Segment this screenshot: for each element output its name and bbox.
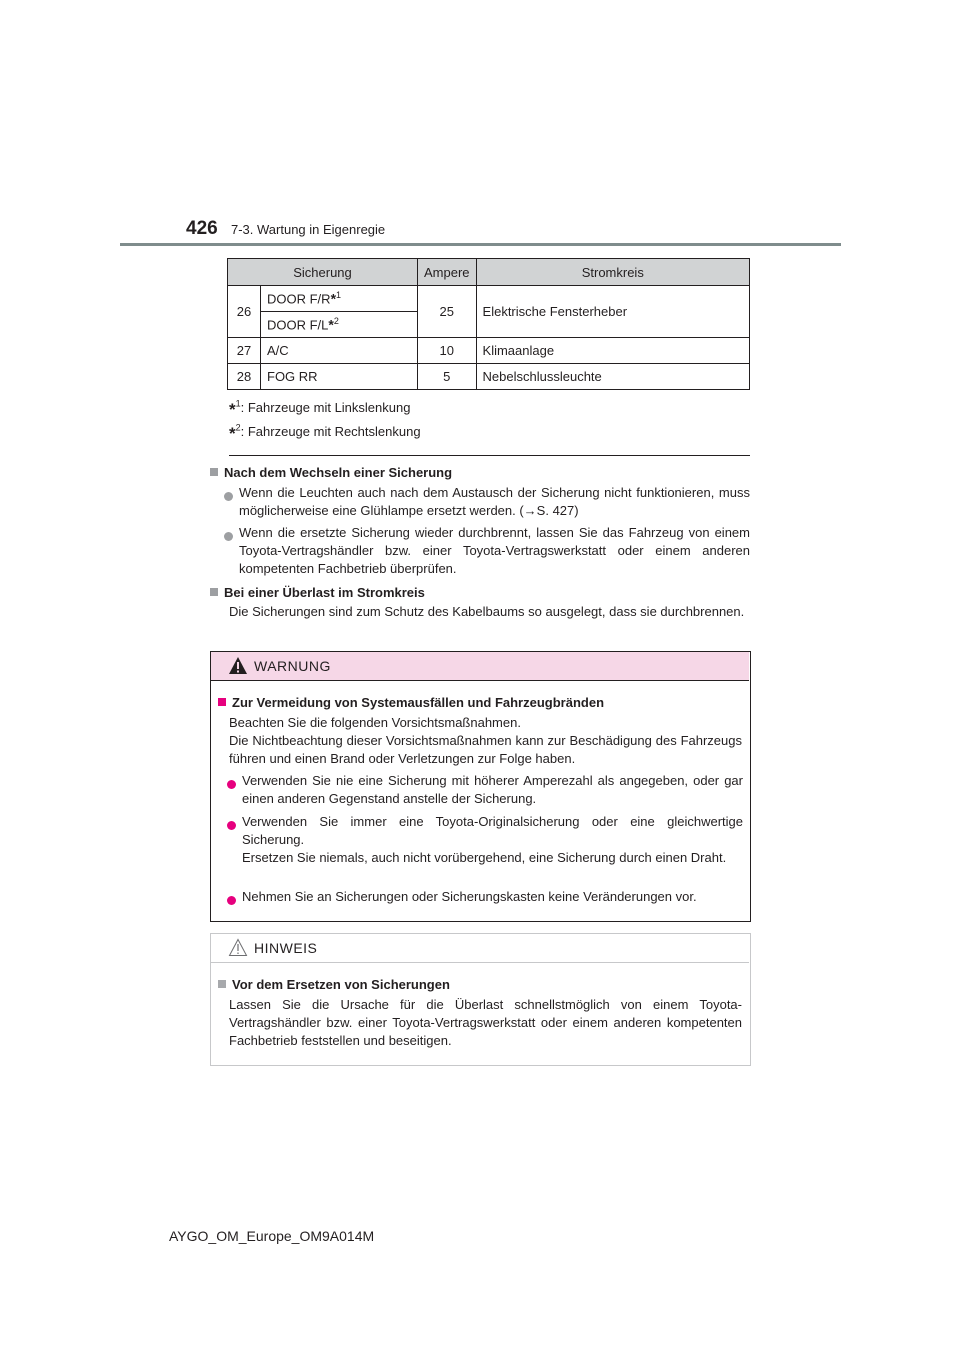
hint-header bbox=[211, 934, 749, 963]
footnote-2: *$^2$: Fahrzeuge mit Rechtslenkung bbox=[229, 422, 421, 443]
footnote-1: *$^1$: Fahrzeuge mit Linkslenkung bbox=[229, 398, 411, 419]
list-item: Wenn die ersetzte Sicherung wieder durchbrennt, lassen Sie das Fahrzeug von einem Toyota-Vertragshändler bzw. einer Toyota-Vertragswerkstatt oder einem anderen kompetenten Fachbetrieb überprüfen. bbox=[224, 524, 750, 578]
warning-intro: Beachten Sie die folgenden Vorsichtsmaßnahmen. Die Nichtbeachtung dieser Vorsichtsmaßnahmen kann zur Beschädigung des Fahrzeugs führen und einen Brand oder Verletzungen zur Folge haben. bbox=[229, 715, 742, 766]
section-heading: Bei einer Überlast im Stromkreis bbox=[210, 585, 425, 600]
list-item: Verwenden Sie immer eine Toyota-Originalsicherung oder eine gleichwertige Sicherung. Ersetzen Sie niemals, auch nicht vorübergehend, eine Sicherung durch einen Draht. bbox=[227, 813, 743, 867]
fuse-number: 26 bbox=[228, 286, 261, 338]
footnote-star: * bbox=[330, 290, 337, 307]
round-bullet-icon bbox=[224, 532, 233, 541]
footnote-star: * bbox=[328, 316, 334, 333]
fuse-name: A/C bbox=[261, 338, 418, 364]
square-bullet-icon bbox=[210, 588, 218, 596]
hint-text: Lassen Sie die Ursache für die Überlast schnellstmöglich von einem Toyota-Vertragshändler bzw. einer Toyota-Vertragswerkstatt oder einem anderen kompetenten Fachbetrieb feststellen und beseitigen. bbox=[229, 997, 742, 1048]
header-ampere: Ampere bbox=[418, 259, 477, 286]
square-bullet-icon bbox=[210, 468, 218, 476]
header-rule bbox=[120, 243, 841, 246]
warning-header bbox=[211, 652, 749, 681]
fuse-name: DOOR F/R*$^1$ bbox=[261, 286, 418, 312]
hint-heading: Vor dem Ersetzen von Sicherungen bbox=[218, 977, 450, 992]
footnote-ref: 1 bbox=[336, 290, 342, 301]
section-title: 7-3. Wartung in Eigenregie bbox=[231, 222, 386, 237]
table-header-row bbox=[228, 259, 750, 286]
fuse-ampere: 10 bbox=[418, 338, 477, 364]
fuse-name: DOOR F/L*$^2$ bbox=[261, 312, 418, 338]
caution-triangle-icon bbox=[228, 938, 248, 957]
square-bullet-icon bbox=[218, 980, 226, 988]
paragraph: Die Sicherungen sind zum Schutz des Kabelbaums so ausgelegt, dass sie durchbrennen. bbox=[229, 604, 745, 619]
section-heading: Nach dem Wechseln einer Sicherung bbox=[210, 465, 452, 480]
warning-heading: Zur Vermeidung von Systemausfällen und Fahrzeugbränden bbox=[218, 695, 604, 710]
fuse-name: FOG RR bbox=[261, 364, 418, 390]
table-row bbox=[228, 286, 750, 312]
warning-title: WARNUNG bbox=[254, 658, 331, 674]
header-stromkreis: Stromkreis bbox=[476, 259, 749, 286]
header-sicherung: Sicherung bbox=[228, 259, 418, 286]
fuse-circuit: Nebelschlussleuchte bbox=[476, 364, 749, 390]
round-bullet-icon bbox=[227, 821, 236, 830]
list-item: Wenn die Leuchten auch nach dem Austausch der Sicherung nicht funktionieren, muss möglicherweise eine Glühlampe ersetzt werden. (→S. 427) bbox=[224, 484, 750, 520]
fuse-circuit: Elektrische Fensterheber bbox=[476, 286, 749, 338]
table-row bbox=[228, 338, 750, 364]
table-row bbox=[228, 364, 750, 390]
round-bullet-icon bbox=[227, 780, 236, 789]
document-id: AYGO_OM_Europe_OM9A014M bbox=[169, 1228, 375, 1244]
fuse-table bbox=[227, 258, 750, 390]
round-bullet-icon bbox=[224, 492, 233, 501]
square-bullet-icon bbox=[218, 698, 226, 706]
list-item: Nehmen Sie an Sicherungen oder Sicherungskasten keine Veränderungen vor. bbox=[227, 888, 743, 910]
separator-rule bbox=[229, 455, 750, 456]
fuse-number: 27 bbox=[228, 338, 261, 364]
footnote-ref: 2 bbox=[333, 316, 339, 327]
fuse-ampere: 5 bbox=[418, 364, 477, 390]
page-number: 426 bbox=[186, 218, 218, 239]
list-item: Verwenden Sie nie eine Sicherung mit höherer Amperezahl als angegeben, oder gar einen anderen Gegenstand anstelle der Sicherung. bbox=[227, 772, 743, 808]
hint-title: HINWEIS bbox=[254, 940, 318, 956]
fuse-circuit: Klimaanlage bbox=[476, 338, 749, 364]
fuse-ampere: 25 bbox=[418, 286, 477, 338]
fuse-number: 28 bbox=[228, 364, 261, 390]
round-bullet-icon bbox=[227, 896, 236, 905]
warning-triangle-icon bbox=[228, 656, 248, 675]
